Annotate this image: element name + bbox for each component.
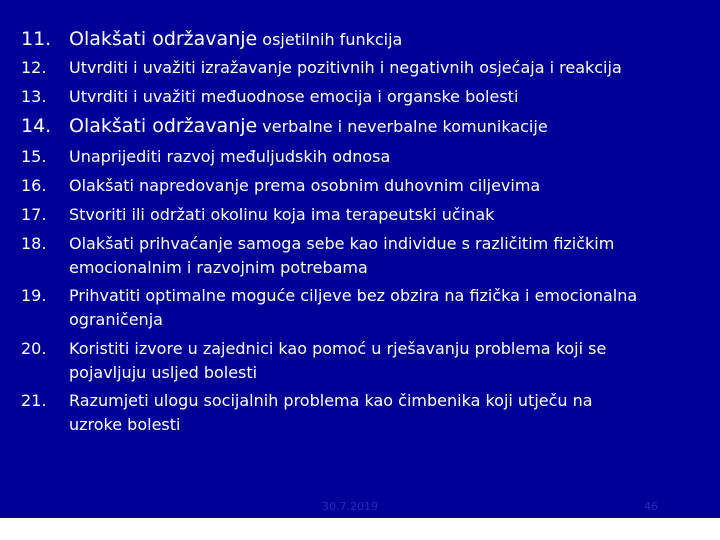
- list-text-line: Utvrditi i uvažiti međuodnose emocija i organske bolesti: [69, 87, 519, 106]
- list-number: 16.: [21, 176, 47, 195]
- list-text: [69, 149, 709, 165]
- list-text-line: pojavljuju usljed bolesti: [69, 363, 258, 382]
- list-text: [69, 288, 709, 328]
- list-text-line: Olakšati prihvaćanje samoga sebe kao individue s različitim fizičkim: [69, 234, 615, 253]
- list-text: [69, 30, 709, 49]
- list-text-line: Utvrditi i uvažiti izražavanje pozitivnih i negativnih osjećaja i reakcija: [69, 58, 622, 77]
- list-text-line: emocionalnim i razvojnim potrebama: [69, 258, 368, 277]
- list-number: 13.: [21, 87, 47, 106]
- list-text: [69, 236, 709, 276]
- list-text-line: ograničenja: [69, 310, 163, 329]
- list-number: 18.: [21, 234, 47, 253]
- footer-page-number: 46: [644, 500, 658, 513]
- list-number: 19.: [21, 286, 47, 305]
- list-text-line: uzroke bolesti: [69, 415, 181, 434]
- list-text-lead: Olakšati održavanje: [69, 115, 258, 137]
- list-number: 11.: [21, 28, 52, 50]
- list-number: 17.: [21, 205, 47, 224]
- list-text-rest: verbalne i neverbalne komunikacije: [257, 117, 548, 136]
- list-text-line: Koristiti izvore u zajednici kao pomoć u rješavanju problema koji se: [69, 339, 607, 358]
- list-text-line: Olakšati napredovanje prema osobnim duhovnim ciljevima: [69, 176, 541, 195]
- list-text-line: Unaprijediti razvoj međuljudskih odnosa: [69, 147, 391, 166]
- list-number: 15.: [21, 147, 47, 166]
- list-text: [69, 393, 709, 433]
- list-text-line: Stvoriti ili održati okolinu koja ima terapeutski učinak: [69, 205, 495, 224]
- list-text-rest: osjetilnih funkcija: [257, 30, 403, 49]
- list-text: [69, 89, 709, 105]
- list-number: 21.: [21, 391, 47, 410]
- list-text-lead: Olakšati održavanje: [69, 28, 258, 50]
- list-text: [69, 117, 709, 136]
- list-text: [69, 60, 709, 76]
- list-text: [69, 178, 709, 194]
- footer-date: 30.7.2019: [322, 500, 378, 513]
- list-number: 20.: [21, 339, 47, 358]
- list-text-line: Razumjeti ulogu socijalnih problema kao čimbenika koji utječu na: [69, 391, 593, 410]
- list-text-line: Prihvatiti optimalne moguće ciljeve bez obzira na fizička i emocionalna: [69, 286, 638, 305]
- list-number: 14.: [21, 115, 52, 137]
- bottom-bar: [0, 518, 720, 540]
- list-text: [69, 207, 709, 223]
- list-number: 12.: [21, 58, 47, 77]
- list-text: [69, 341, 709, 381]
